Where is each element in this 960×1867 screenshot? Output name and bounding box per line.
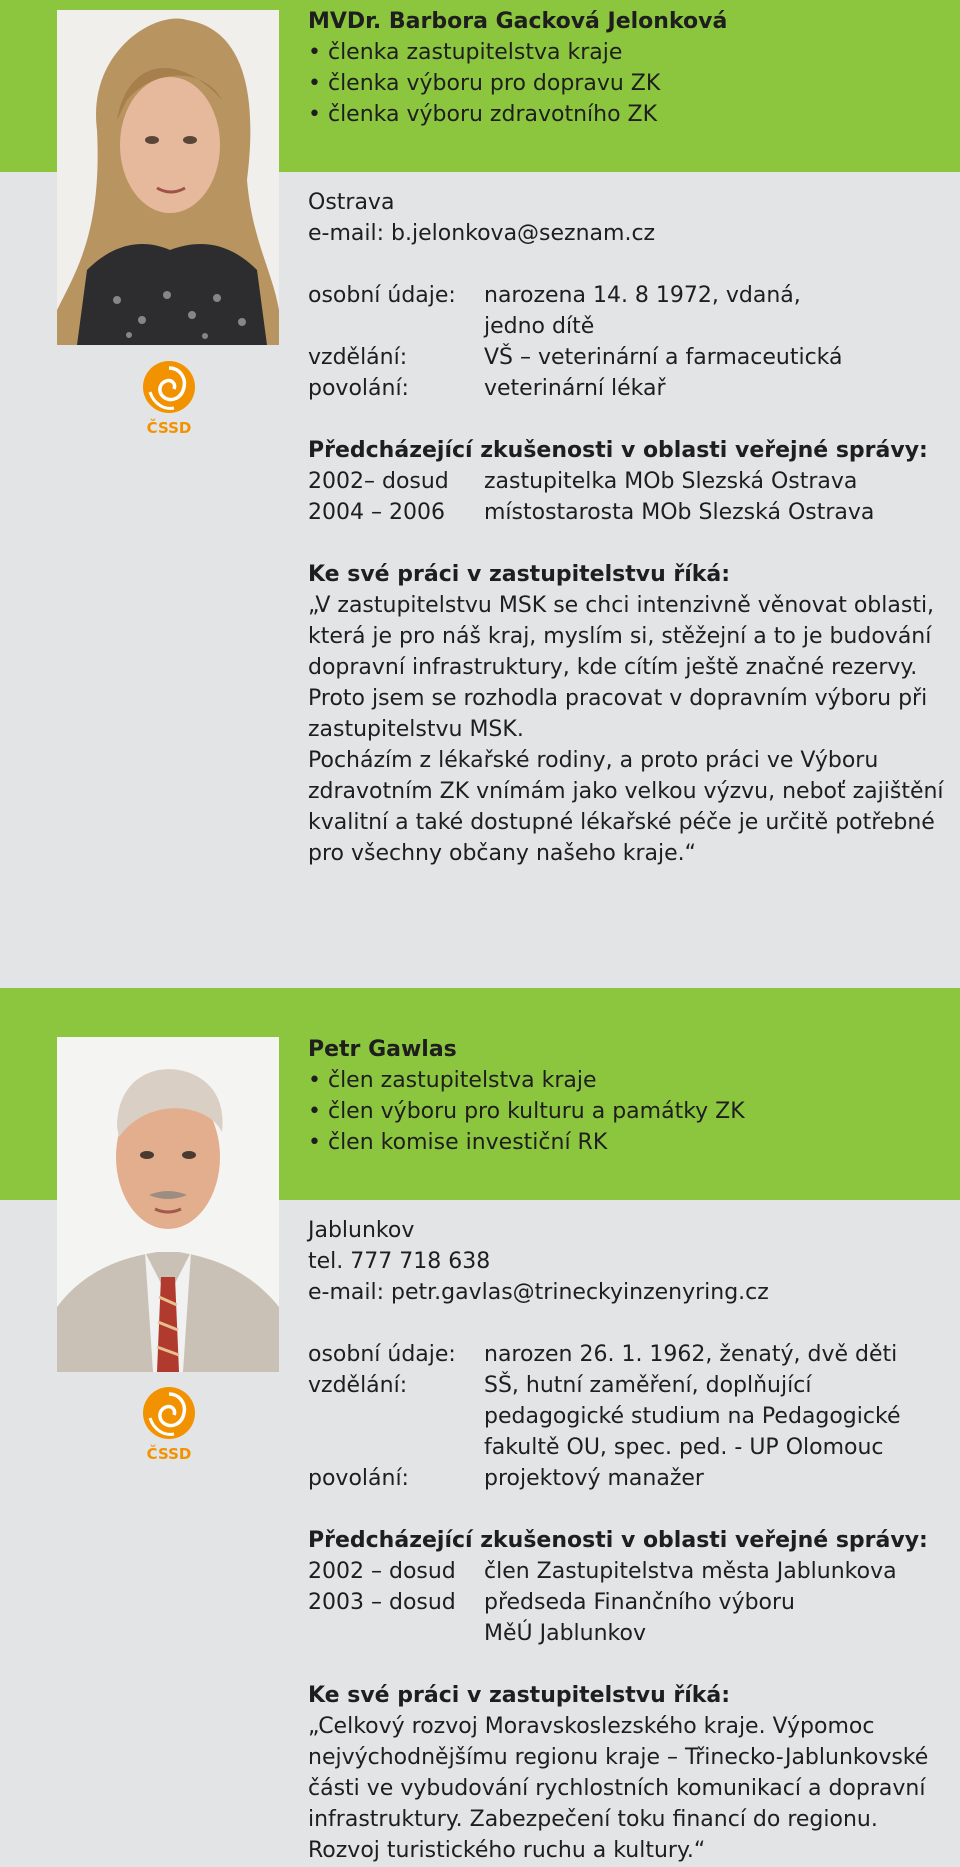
detail-value: projektový manažer (484, 1466, 704, 1491)
profile-text (308, 1034, 948, 1866)
detail-label: povolání: (308, 1466, 409, 1491)
contact-phone: tel. 777 718 638 (308, 1249, 491, 1274)
role-item: • členka zastupitelstva kraje (308, 40, 623, 65)
quote-heading: Ke své práci v zastupitelstvu říká: (308, 1683, 731, 1708)
portrait-photo (57, 1037, 279, 1372)
detail-label: osobní údaje: (308, 1342, 456, 1367)
quote-text (308, 1711, 948, 1866)
detail-row (308, 1463, 948, 1494)
experience-row (308, 1587, 948, 1649)
quote-paragraph: „V zastupitelstvu MSK se chci intenzivně věnovat oblasti, která je pro náš kraj, myslím si, stěžejní a to je budování dopravní infrastruktury, kde cítím ještě značné rezervy. Proto jsem se rozhodla pracovat v dopravním výboru při zastupitelstvu MSK. (308, 593, 935, 742)
experience-text: místostarosta MOb Slezská Ostrava (484, 500, 875, 525)
experience-row (308, 497, 948, 528)
detail-label: osobní údaje: (308, 283, 456, 308)
experience-period: 2003 – dosud (308, 1590, 456, 1615)
svg-text:ČSSD: ČSSD (146, 419, 192, 436)
profile-name: Petr Gawlas (308, 1037, 457, 1062)
contact-email: e-mail: b.jelonkova@seznam.cz (308, 221, 656, 246)
experience-period: 2004 – 2006 (308, 500, 445, 525)
experience-heading: Předcházející zkušenosti v oblasti veřejné správy: (308, 1528, 928, 1553)
experience-text: člen Zastupitelstva města Jablunkova (484, 1559, 897, 1584)
quote-paragraph: „Celkový rozvoj Moravskoslezského kraje. Výpomoc nejvýchodnějšímu regionu kraje – Třinecko-Jablunkovské části ve vybudování rychlostních komunikací a dopravní infrastruktury. Zabezpečení toku financí do regionu. Rozvoj turistického ruchu a kultury.“ (308, 1714, 929, 1863)
quote-heading: Ke své práci v zastupitelstvu říká: (308, 562, 731, 587)
profile-name: MVDr. Barbora Gacková Jelonková (308, 9, 728, 34)
role-item: • členka výboru zdravotního ZK (308, 102, 658, 127)
experience-text: předseda Finančního výboru MěÚ Jablunkov (484, 1590, 795, 1646)
role-item: • členka výboru pro dopravu ZK (308, 71, 661, 96)
cssd-logo (138, 1386, 200, 1462)
detail-label: povolání: (308, 376, 409, 401)
role-item: • člen zastupitelstva kraje (308, 1068, 597, 1093)
profile-text (308, 6, 948, 869)
detail-row (308, 342, 948, 373)
experience-period: 2002– dosud (308, 469, 449, 494)
cssd-logo (138, 360, 200, 436)
detail-value: narozena 14. 8 1972, vdaná, jedno dítě (484, 283, 801, 339)
contact-email: e-mail: petr.gavlas@trineckyinzenyring.cz (308, 1280, 769, 1305)
quote-text (308, 590, 948, 869)
role-item: • člen výboru pro kulturu a památky ZK (308, 1099, 745, 1124)
detail-row (308, 1339, 948, 1370)
detail-value: veterinární lékař (484, 376, 666, 401)
experience-heading: Předcházející zkušenosti v oblasti veřejné správy: (308, 438, 928, 463)
detail-row (308, 1370, 948, 1463)
detail-row (308, 280, 948, 342)
detail-label: vzdělání: (308, 345, 408, 370)
experience-row (308, 466, 948, 497)
detail-value: narozen 26. 1. 1962, ženatý, dvě děti (484, 1342, 898, 1367)
quote-paragraph: Pocházím z lékařské rodiny, a proto práci ve Výboru zdravotním ZK vnímám jako velkou výzvu, neboť zajištění kvalitní a také dostupné lékařské péče je určitě potřebné pro všechny občany našeho kraje.“ (308, 748, 944, 866)
detail-value: SŠ, hutní zaměření, doplňující pedagogické studium na Pedagogické fakultě OU, spec. ped. - UP Olomouc (484, 1373, 901, 1460)
contact-city: Jablunkov (308, 1218, 415, 1243)
detail-row (308, 373, 948, 404)
contact-city: Ostrava (308, 190, 395, 215)
detail-value: VŠ – veterinární a farmaceutická (484, 345, 843, 370)
experience-row (308, 1556, 948, 1587)
svg-text:ČSSD: ČSSD (146, 1445, 192, 1462)
experience-text: zastupitelka MOb Slezská Ostrava (484, 469, 858, 494)
experience-period: 2002 – dosud (308, 1559, 456, 1584)
portrait-photo (57, 10, 279, 345)
detail-label: vzdělání: (308, 1373, 408, 1398)
role-item: • člen komise investiční RK (308, 1130, 608, 1155)
